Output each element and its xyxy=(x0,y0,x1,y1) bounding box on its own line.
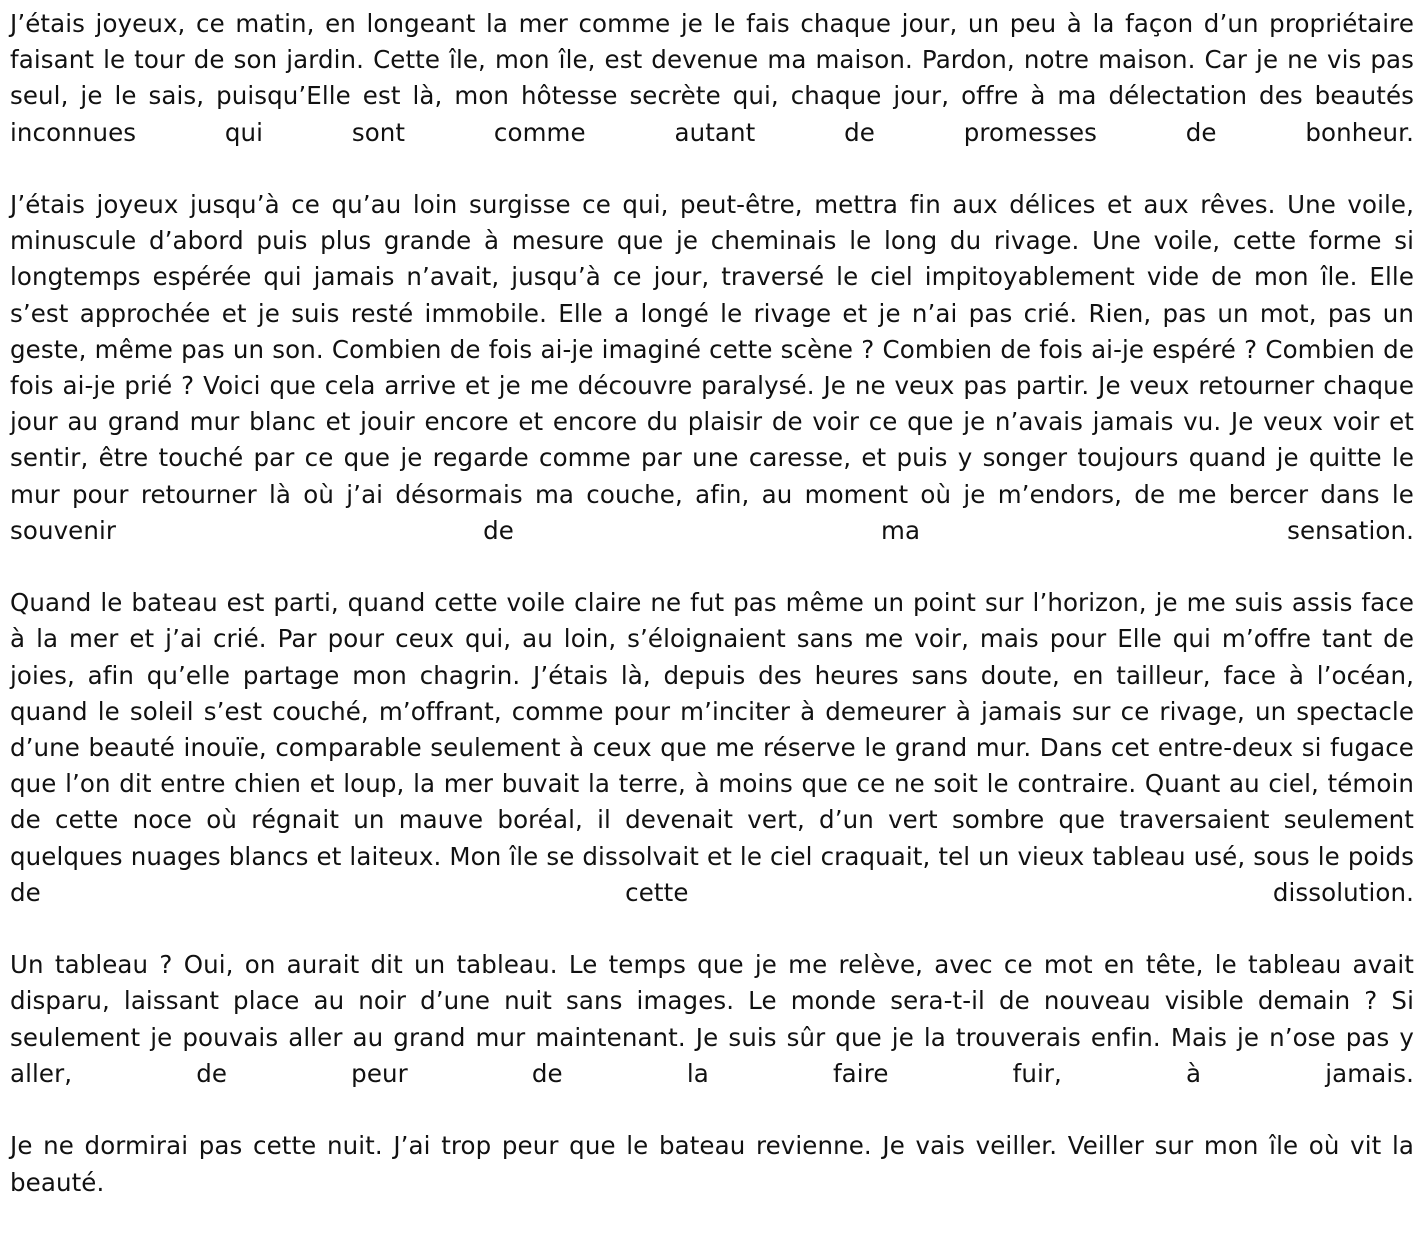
paragraph: J’étais joyeux jusqu’à ce qu’au loin surgisse ce qui, peut-être, mettra fin aux délices et aux rêves. Une voile, minuscule d’abord puis plus grande à mesure que je cheminais le long du rivage. Une voile, cette forme si longtemps espérée qui jamais n’avait, jusqu’à ce jour, traversé le ciel impitoyablement vide de mon île. Elle s’est approchée et je suis resté immobile. Elle a longé le rivage et je n’ai pas crié. Rien, pas un mot, pas un geste, même pas un son. Combien de fois ai-je imaginé cette scène ? Combien de fois ai-je espéré ? Combien de fois ai-je prié ? Voici que cela arrive et je me découvre paralysé. Je ne veux pas partir. Je veux retourner chaque jour au grand mur blanc et jouir encore et encore du plaisir de voir ce que je n’avais jamais vu. Je veux voir et sentir, être touché par ce que je regarde comme par une caresse, et puis y songer toujours quand je quitte le mur pour retourner là où j’ai désormais ma couche, afin, au moment où je m’endors, de me bercer dans le souvenir de ma sensation. xyxy=(10,190,1414,545)
paragraph: Je ne dormirai pas cette nuit. J’ai trop peur que le bateau revienne. Je vais veiller. Veiller sur mon île où vit la beauté. xyxy=(10,1131,1414,1197)
paragraph: J’étais joyeux, ce matin, en longeant la mer comme je le fais chaque jour, un peu à la façon d’un propriétaire faisant le tour de son jardin. Cette île, mon île, est devenue ma maison. Pardon, notre maison. Car je ne vis pas seul, je le sais, puisqu’Elle est là, mon hôtesse secrète qui, chaque jour, offre à ma délectation des beautés inconnues qui sont comme autant de promesses de bonheur. xyxy=(10,9,1414,147)
paragraph: Un tableau ? Oui, on aurait dit un tableau. Le temps que je me relève, avec ce mot en tête, le tableau avait disparu, laissant place au noir d’une nuit sans images. Le monde sera-t-il de nouveau visible demain ? Si seulement je pouvais aller au grand mur maintenant. Je suis sûr que je la trouverais enfin. Mais je n’ose pas y aller, de peur de la faire fuir, à jamais. xyxy=(10,950,1414,1088)
paragraph: Quand le bateau est parti, quand cette voile claire ne fut pas même un point sur l’horizon, je me suis assis face à la mer et j’ai crié. Par pour ceux qui, au loin, s’éloignaient sans me voir, mais pour Elle qui m’offre tant de joies, afin qu’elle partage mon chagrin. J’étais là, depuis des heures sans doute, en tailleur, face à l’océan, quand le soleil s’est couché, m’offrant, comme pour m’inciter à demeurer à jamais sur ce rivage, un spectacle d’une beauté inouïe, comparable seulement à ceux que me réserve le grand mur. Dans cet entre-deux si fugace que l’on dit entre chien et loup, la mer buvait la terre, à moins que ce ne soit le contraire. Quant au ciel, témoin de cette noce où régnait un mauve boréal, il devenait vert, d’un vert sombre que traversaient seulement quelques nuages blancs et laiteux. Mon île se dissolvait et le ciel craquait, tel un vieux tableau usé, sous le poids de cette dissolution. xyxy=(10,588,1414,907)
